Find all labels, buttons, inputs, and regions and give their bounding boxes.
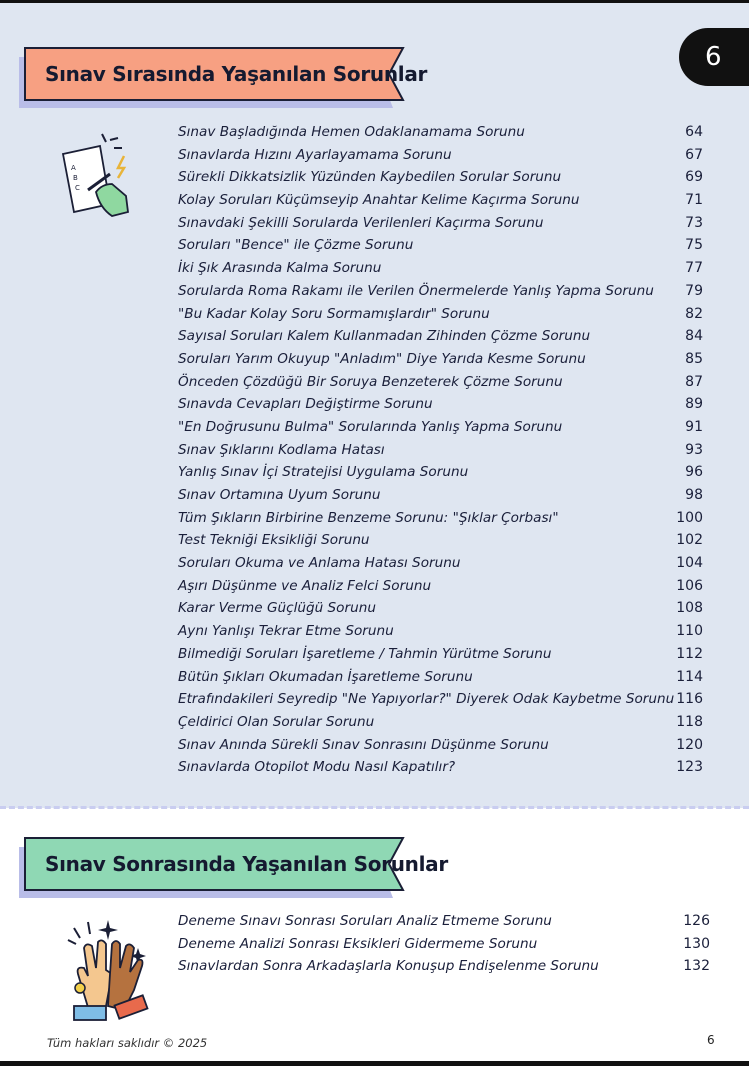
toc-entry-title: Sürekli Dikkatsizlik Yüzünden Kaybedilen Sorular Sorunu — [178, 169, 562, 186]
exam-paper-writing-icon — [58, 130, 138, 220]
toc-entry-page: 75 — [685, 237, 703, 254]
toc-entry-page: 110 — [676, 623, 703, 640]
toc-entry[interactable] — [178, 734, 703, 757]
toc-entry[interactable] — [178, 933, 710, 956]
toc-entry-page: 104 — [676, 555, 703, 572]
toc-entry-title: Sayısal Soruları Kalem Kullanmadan Zihinden Çözme Sorunu — [178, 328, 591, 345]
toc-entry-page: 120 — [676, 736, 703, 753]
section-title: Sınav Sonrasında Yaşanılan Sorunlar — [45, 852, 448, 876]
toc-entry-page: 89 — [685, 396, 703, 413]
toc-entry[interactable] — [178, 348, 703, 371]
toc-entry-page: 123 — [676, 759, 703, 776]
toc-entry-title: Sınav Ortamına Uyum Sorunu — [178, 487, 381, 503]
toc-entry-title: Kolay Soruları Küçümseyip Anahtar Kelime Kaçırma Sorunu — [178, 192, 580, 209]
toc-entry-page: 64 — [685, 124, 703, 140]
toc-entry-title: Yanlış Sınav İçi Stratejisi Uygulama Sorunu — [178, 464, 469, 481]
toc-entry-title: Tüm Şıkların Birbirine Benzeme Sorunu: "Şıklar Çorbası" — [178, 509, 559, 526]
toc-entry[interactable] — [178, 666, 703, 689]
toc-entry-page: 116 — [676, 691, 703, 708]
toc-entry[interactable] — [178, 371, 703, 394]
toc-entry[interactable] — [178, 416, 703, 439]
page-tab: 6 — [679, 28, 749, 86]
toc-entry-page: 69 — [685, 169, 703, 186]
toc-entry-title: "En Doğrusunu Bulma" Sorularında Yanlış Yapma Sorunu — [178, 418, 563, 435]
toc-entry-page: 96 — [685, 464, 703, 481]
toc-entry[interactable] — [178, 189, 703, 212]
toc-entry-page: 77 — [685, 260, 703, 277]
toc-entry-title: Sınav Anında Sürekli Sınav Sonrasını Düşünme Sorunu — [178, 736, 549, 753]
toc-entry-page: 130 — [683, 935, 710, 952]
toc-entry-page: 73 — [685, 214, 703, 231]
toc-entry[interactable] — [178, 756, 703, 779]
toc-entry-page: 98 — [685, 487, 703, 503]
toc-list-after-exam — [178, 910, 710, 978]
toc-entry-page: 108 — [676, 600, 703, 617]
toc-entry-title: Sınav Şıklarını Kodlama Hatası — [178, 441, 385, 458]
toc-entry[interactable] — [178, 484, 703, 507]
toc-entry-page: 67 — [685, 146, 703, 163]
toc-entry-page: 87 — [685, 373, 703, 390]
toc-entry-title: Çeldirici Olan Sorular Sorunu — [178, 713, 375, 730]
toc-entry[interactable] — [178, 461, 703, 484]
toc-entry-title: Önceden Çözdüğü Bir Soruya Benzeterek Çözme Sorunu — [178, 373, 563, 390]
toc-entry-page: 118 — [676, 713, 703, 730]
toc-entry[interactable] — [178, 620, 703, 643]
toc-entry[interactable] — [178, 910, 710, 933]
section-banner-during-exam — [25, 48, 428, 100]
toc-entry-title: Sınavlarda Hızını Ayarlayamama Sorunu — [178, 146, 452, 163]
toc-entry-page: 100 — [676, 509, 703, 526]
toc-entry-page: 102 — [676, 532, 703, 549]
toc-entry[interactable] — [178, 439, 703, 462]
toc-entry-title: Sınavdaki Şekilli Sorularda Verilenleri Kaçırma Sorunu — [178, 214, 544, 231]
toc-entry[interactable] — [178, 507, 703, 530]
copyright-text: Tüm hakları saklıdır © 2025 — [47, 1036, 208, 1050]
toc-entry[interactable] — [178, 597, 703, 620]
toc-entry-page: 106 — [676, 577, 703, 594]
toc-entry-title: Sınavlardan Sonra Arkadaşlarla Konuşup Endişelenme Sorunu — [178, 958, 599, 975]
toc-entry-title: Aynı Yanlışı Tekrar Etme Sorunu — [178, 623, 394, 640]
toc-entry-title: Sorularda Roma Rakamı ile Verilen Önermelerde Yanlış Yapma Sorunu — [178, 282, 654, 299]
toc-entry[interactable] — [178, 212, 703, 235]
toc-entry-page: 85 — [685, 350, 703, 367]
toc-entry-page: 91 — [685, 418, 703, 435]
toc-entry-title: Test Tekniği Eksikliği Sorunu — [178, 532, 370, 549]
section-title: Sınav Sırasında Yaşanılan Sorunlar — [45, 62, 428, 86]
toc-entry[interactable] — [178, 575, 703, 598]
toc-entry[interactable] — [178, 325, 703, 348]
toc-entry-title: Soruları Okuma ve Anlama Hatası Sorunu — [178, 555, 461, 572]
toc-entry-title: Bilmediği Soruları İşaretleme / Tahmin Yürütme Sorunu — [178, 645, 552, 662]
toc-entry-page: 132 — [683, 958, 710, 975]
toc-entry[interactable] — [178, 303, 703, 326]
toc-entry[interactable] — [178, 121, 703, 144]
section-banner-after-exam — [25, 838, 448, 890]
letter-a: A — [71, 164, 76, 172]
toc-entry-title: Deneme Sınavı Sonrası Soruları Analiz Etmeme Sorunu — [178, 913, 552, 929]
toc-entry[interactable] — [178, 955, 710, 978]
toc-entry-page: 93 — [685, 441, 703, 458]
letter-c: C — [75, 184, 80, 192]
toc-entry-page: 84 — [685, 328, 703, 345]
toc-entry[interactable] — [178, 234, 703, 257]
toc-entry[interactable] — [178, 643, 703, 666]
toc-entry-title: Soruları Yarım Okuyup "Anladım" Diye Yarıda Kesme Sorunu — [178, 350, 586, 367]
toc-list-during-exam — [178, 121, 703, 779]
toc-entry[interactable] — [178, 529, 703, 552]
toc-entry[interactable] — [178, 711, 703, 734]
toc-entry-title: Aşırı Düşünme ve Analiz Felci Sorunu — [178, 577, 432, 594]
toc-entry[interactable] — [178, 144, 703, 167]
toc-entry[interactable] — [178, 280, 703, 303]
toc-entry-title: Sınavda Cevapları Değiştirme Sorunu — [178, 396, 433, 413]
letter-b: B — [73, 174, 78, 182]
toc-entry-title: Sınav Başladığında Hemen Odaklanamama Sorunu — [178, 124, 525, 140]
toc-entry-title: Sınavlarda Otopilot Modu Nasıl Kapatılır? — [178, 759, 456, 776]
section-divider — [0, 806, 749, 809]
toc-entry-title: Bütün Şıkları Okumadan İşaretleme Sorunu — [178, 668, 473, 685]
toc-entry-page: 82 — [685, 305, 703, 322]
toc-entry-title: İki Şık Arasında Kalma Sorunu — [178, 260, 382, 277]
toc-entry[interactable] — [178, 257, 703, 280]
toc-entry-page: 114 — [676, 668, 703, 685]
footer-page-number: 6 — [707, 1033, 715, 1047]
toc-entry-page: 112 — [676, 645, 703, 662]
toc-entry-title: "Bu Kadar Kolay Soru Sormamışlardır" Sorunu — [178, 305, 490, 322]
toc-entry-title: Etrafındakileri Seyredip "Ne Yapıyorlar?" Diyerek Odak Kaybetme Sorunu — [178, 691, 675, 708]
toc-entry[interactable] — [178, 552, 703, 575]
toc-entry[interactable] — [178, 688, 703, 711]
toc-entry-page: 79 — [685, 282, 703, 299]
toc-entry-page: 71 — [685, 192, 703, 209]
toc-entry-title: Soruları "Bence" ile Çözme Sorunu — [178, 237, 414, 254]
bottom-border — [0, 1061, 749, 1066]
toc-entry-title: Karar Verme Güçlüğü Sorunu — [178, 600, 376, 617]
toc-entry-page: 126 — [683, 913, 710, 929]
toc-entry[interactable] — [178, 166, 703, 189]
high-five-icon — [54, 914, 154, 1024]
toc-entry-title: Deneme Analizi Sonrası Eksikleri Gidermeme Sorunu — [178, 935, 538, 952]
toc-entry[interactable] — [178, 393, 703, 416]
